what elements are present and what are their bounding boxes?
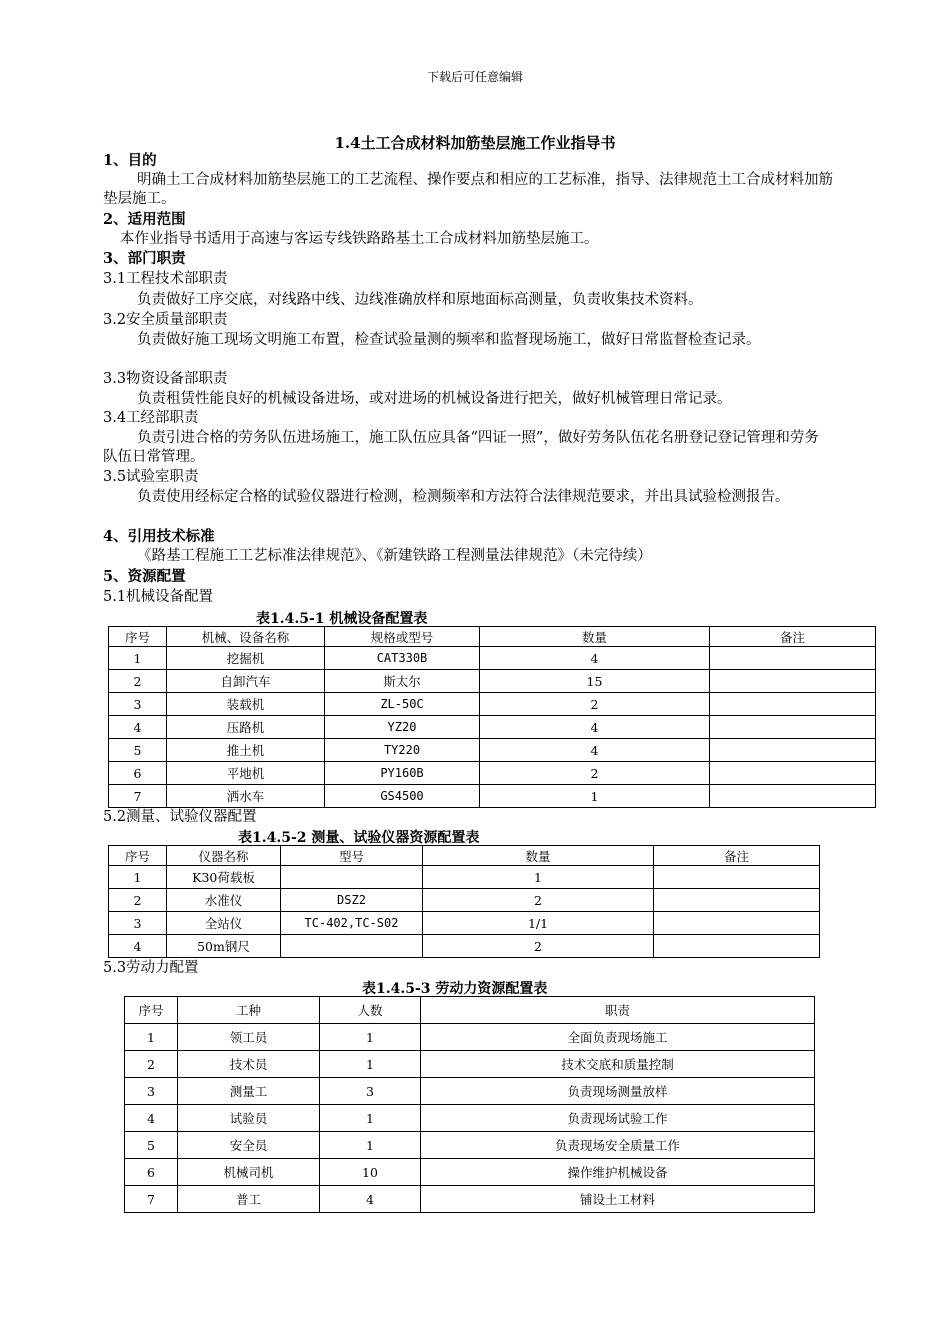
table-row bbox=[109, 785, 876, 808]
cell-remark bbox=[710, 693, 876, 716]
cell-model: PY160B bbox=[325, 762, 480, 785]
section-3-heading: 3、部门职责 bbox=[103, 250, 186, 267]
cell-duty: 负责现场试验工作 bbox=[421, 1105, 815, 1132]
table-row bbox=[125, 1051, 815, 1078]
cell-instrument: 全站仪 bbox=[167, 912, 281, 935]
machinery-table bbox=[108, 626, 876, 808]
cell-remark bbox=[654, 866, 820, 889]
cell-index: 5 bbox=[109, 739, 167, 762]
cell-job: 安全员 bbox=[178, 1132, 320, 1159]
subsection-3-1-title: 3.1工程技术部职责 bbox=[103, 271, 228, 287]
table-row bbox=[109, 866, 820, 889]
cell-index: 1 bbox=[109, 866, 167, 889]
cell-quantity: 2 bbox=[480, 693, 710, 716]
cell-headcount: 1 bbox=[320, 1132, 421, 1159]
cell-index: 3 bbox=[109, 912, 167, 935]
cell-index: 4 bbox=[109, 935, 167, 958]
table-row bbox=[109, 716, 876, 739]
col-header-model: 型号 bbox=[281, 846, 423, 866]
cell-name: 装载机 bbox=[167, 693, 325, 716]
table-header-row bbox=[109, 627, 876, 647]
section-2-heading: 2、适用范围 bbox=[103, 211, 186, 228]
cell-name: 推土机 bbox=[167, 739, 325, 762]
cell-name: 洒水车 bbox=[167, 785, 325, 808]
cell-index: 6 bbox=[109, 762, 167, 785]
cell-name: 平地机 bbox=[167, 762, 325, 785]
cell-job: 测量工 bbox=[178, 1078, 320, 1105]
cell-headcount: 1 bbox=[320, 1024, 421, 1051]
cell-quantity: 4 bbox=[480, 647, 710, 670]
cell-index: 2 bbox=[125, 1051, 178, 1078]
cell-name: 压路机 bbox=[167, 716, 325, 739]
subsection-3-1-text: 负责做好工序交底，对线路中线、边线准确放样和原地面标高测量，负责收集技术资料。 bbox=[137, 292, 703, 308]
cell-duty: 铺设土工材料 bbox=[421, 1186, 815, 1213]
table-row bbox=[109, 935, 820, 958]
subsection-3-5-text: 负责使用经标定合格的试验仪器进行检测，检测频率和方法符合法律规范要求，并出具试验检测报告。 bbox=[137, 489, 790, 505]
cell-remark bbox=[710, 785, 876, 808]
table-2-caption: 表1.4.5-2 测量、试验仪器资源配置表 bbox=[238, 830, 480, 846]
section-2-text: 本作业指导书适用于高速与客运专线铁路路基土工合成材料加筋垫层施工。 bbox=[120, 231, 599, 247]
table-row bbox=[125, 1078, 815, 1105]
cell-quantity: 2 bbox=[423, 889, 654, 912]
cell-remark bbox=[654, 935, 820, 958]
cell-headcount: 3 bbox=[320, 1078, 421, 1105]
subsection-3-3-title: 3.3物资设备部职责 bbox=[103, 371, 228, 387]
cell-index: 3 bbox=[125, 1078, 178, 1105]
table-row bbox=[125, 1105, 815, 1132]
labor-table bbox=[124, 996, 815, 1213]
col-header-remark: 备注 bbox=[654, 846, 820, 866]
cell-model: ZL-50C bbox=[325, 693, 480, 716]
table-row bbox=[109, 889, 820, 912]
cell-duty: 操作维护机械设备 bbox=[421, 1159, 815, 1186]
cell-remark bbox=[710, 762, 876, 785]
cell-job: 试验员 bbox=[178, 1105, 320, 1132]
table-1-subtitle: 5.1机械设备配置 bbox=[103, 589, 214, 605]
cell-model: DSZ2 bbox=[281, 889, 423, 912]
cell-remark bbox=[710, 647, 876, 670]
table-row bbox=[109, 912, 820, 935]
cell-headcount: 1 bbox=[320, 1105, 421, 1132]
cell-remark bbox=[710, 716, 876, 739]
cell-quantity: 2 bbox=[480, 762, 710, 785]
cell-model: GS4500 bbox=[325, 785, 480, 808]
section-1-text: 明确土工合成材料加筋垫层施工的工艺流程、操作要点和相应的工艺标准，指导、法律规范土工合成材料加筋垫层施工。 bbox=[103, 172, 833, 207]
cell-remark bbox=[710, 670, 876, 693]
subsection-3-2-text: 负责做好施工现场文明施工布置，检查试验量测的频率和监督现场施工，做好日常监督检查记录。 bbox=[137, 332, 761, 348]
cell-headcount: 4 bbox=[320, 1186, 421, 1213]
cell-quantity: 15 bbox=[480, 670, 710, 693]
cell-quantity: 1 bbox=[423, 866, 654, 889]
cell-index: 2 bbox=[109, 889, 167, 912]
col-header-instrument: 仪器名称 bbox=[167, 846, 281, 866]
cell-name: 挖掘机 bbox=[167, 647, 325, 670]
cell-name: 自卸汽车 bbox=[167, 670, 325, 693]
cell-index: 7 bbox=[109, 785, 167, 808]
cell-index: 1 bbox=[109, 647, 167, 670]
cell-model: 斯太尔 bbox=[325, 670, 480, 693]
col-header-remark: 备注 bbox=[710, 627, 876, 647]
subsection-3-5-title: 3.5试验室职责 bbox=[103, 469, 199, 485]
cell-instrument: 水准仪 bbox=[167, 889, 281, 912]
col-header-index: 序号 bbox=[109, 627, 167, 647]
cell-instrument: 50m钢尺 bbox=[167, 935, 281, 958]
page-header: 下载后可任意编辑 bbox=[426, 70, 523, 84]
cell-job: 普工 bbox=[178, 1186, 320, 1213]
table-row bbox=[109, 693, 876, 716]
document-title: 1.4土工合成材料加筋垫层施工作业指导书 bbox=[334, 134, 616, 152]
table-row bbox=[109, 739, 876, 762]
cell-headcount: 1 bbox=[320, 1051, 421, 1078]
cell-index: 5 bbox=[125, 1132, 178, 1159]
cell-quantity: 4 bbox=[480, 716, 710, 739]
cell-quantity: 1/1 bbox=[423, 912, 654, 935]
section-1-heading: 1、目的 bbox=[103, 152, 157, 169]
cell-index: 7 bbox=[125, 1186, 178, 1213]
col-header-headcount: 人数 bbox=[320, 997, 421, 1024]
cell-job: 技术员 bbox=[178, 1051, 320, 1078]
cell-index: 1 bbox=[125, 1024, 178, 1051]
cell-remark bbox=[710, 739, 876, 762]
cell-model: YZ20 bbox=[325, 716, 480, 739]
cell-model: TY220 bbox=[325, 739, 480, 762]
col-header-index: 序号 bbox=[125, 997, 178, 1024]
col-header-duty: 职责 bbox=[421, 997, 815, 1024]
table-row bbox=[109, 647, 876, 670]
table-row bbox=[125, 1186, 815, 1213]
table-3-caption: 表1.4.5-3 劳动力资源配置表 bbox=[362, 981, 548, 997]
cell-headcount: 10 bbox=[320, 1159, 421, 1186]
cell-index: 4 bbox=[125, 1105, 178, 1132]
cell-index: 3 bbox=[109, 693, 167, 716]
col-header-model: 规格或型号 bbox=[325, 627, 480, 647]
section-4-text: 《路基工程施工工艺标准法律规范》、《新建铁路工程测量法律规范》（未完待续） bbox=[137, 548, 652, 564]
subsection-3-4-title: 3.4工经部职责 bbox=[103, 410, 199, 426]
table-1-caption: 表1.4.5-1 机械设备配置表 bbox=[256, 611, 428, 627]
instrument-table bbox=[108, 845, 820, 958]
cell-duty: 负责现场测量放样 bbox=[421, 1078, 815, 1105]
table-2-subtitle: 5.2测量、试验仪器配置 bbox=[103, 809, 257, 825]
cell-job: 领工员 bbox=[178, 1024, 320, 1051]
cell-remark bbox=[654, 889, 820, 912]
cell-model: CAT330B bbox=[325, 647, 480, 670]
cell-index: 4 bbox=[109, 716, 167, 739]
cell-model: TC-402,TC-S02 bbox=[281, 912, 423, 935]
col-header-index: 序号 bbox=[109, 846, 167, 866]
cell-index: 2 bbox=[109, 670, 167, 693]
cell-quantity: 2 bbox=[423, 935, 654, 958]
table-row bbox=[109, 762, 876, 785]
col-header-quantity: 数量 bbox=[423, 846, 654, 866]
table-header-row bbox=[109, 846, 820, 866]
table-header-row bbox=[125, 997, 815, 1024]
cell-duty: 技术交底和质量控制 bbox=[421, 1051, 815, 1078]
cell-quantity: 1 bbox=[480, 785, 710, 808]
section-5-heading: 5、资源配置 bbox=[103, 568, 186, 585]
cell-index: 6 bbox=[125, 1159, 178, 1186]
cell-model bbox=[281, 866, 423, 889]
col-header-quantity: 数量 bbox=[480, 627, 710, 647]
cell-job: 机械司机 bbox=[178, 1159, 320, 1186]
cell-quantity: 4 bbox=[480, 739, 710, 762]
col-header-name: 机械、设备名称 bbox=[167, 627, 325, 647]
section-4-heading: 4、引用技术标准 bbox=[103, 528, 215, 545]
table-row bbox=[125, 1132, 815, 1159]
cell-duty: 负责现场安全质量工作 bbox=[421, 1132, 815, 1159]
table-3-subtitle: 5.3劳动力配置 bbox=[103, 960, 199, 976]
col-header-job: 工种 bbox=[178, 997, 320, 1024]
table-row bbox=[125, 1159, 815, 1186]
table-row bbox=[109, 670, 876, 693]
subsection-3-4-text: 负责引进合格的劳务队伍进场施工，施工队伍应具备“四证一照”，做好劳务队伍花名册登记登记管理和劳务队伍日常管理。 bbox=[103, 430, 819, 465]
cell-instrument: K30荷载板 bbox=[167, 866, 281, 889]
cell-duty: 全面负责现场施工 bbox=[421, 1024, 815, 1051]
cell-model bbox=[281, 935, 423, 958]
cell-remark bbox=[654, 912, 820, 935]
subsection-3-3-text: 负责租赁性能良好的机械设备进场，或对进场的机械设备进行把关，做好机械管理日常记录。 bbox=[137, 391, 732, 407]
subsection-3-2-title: 3.2安全质量部职责 bbox=[103, 312, 228, 328]
table-row bbox=[125, 1024, 815, 1051]
